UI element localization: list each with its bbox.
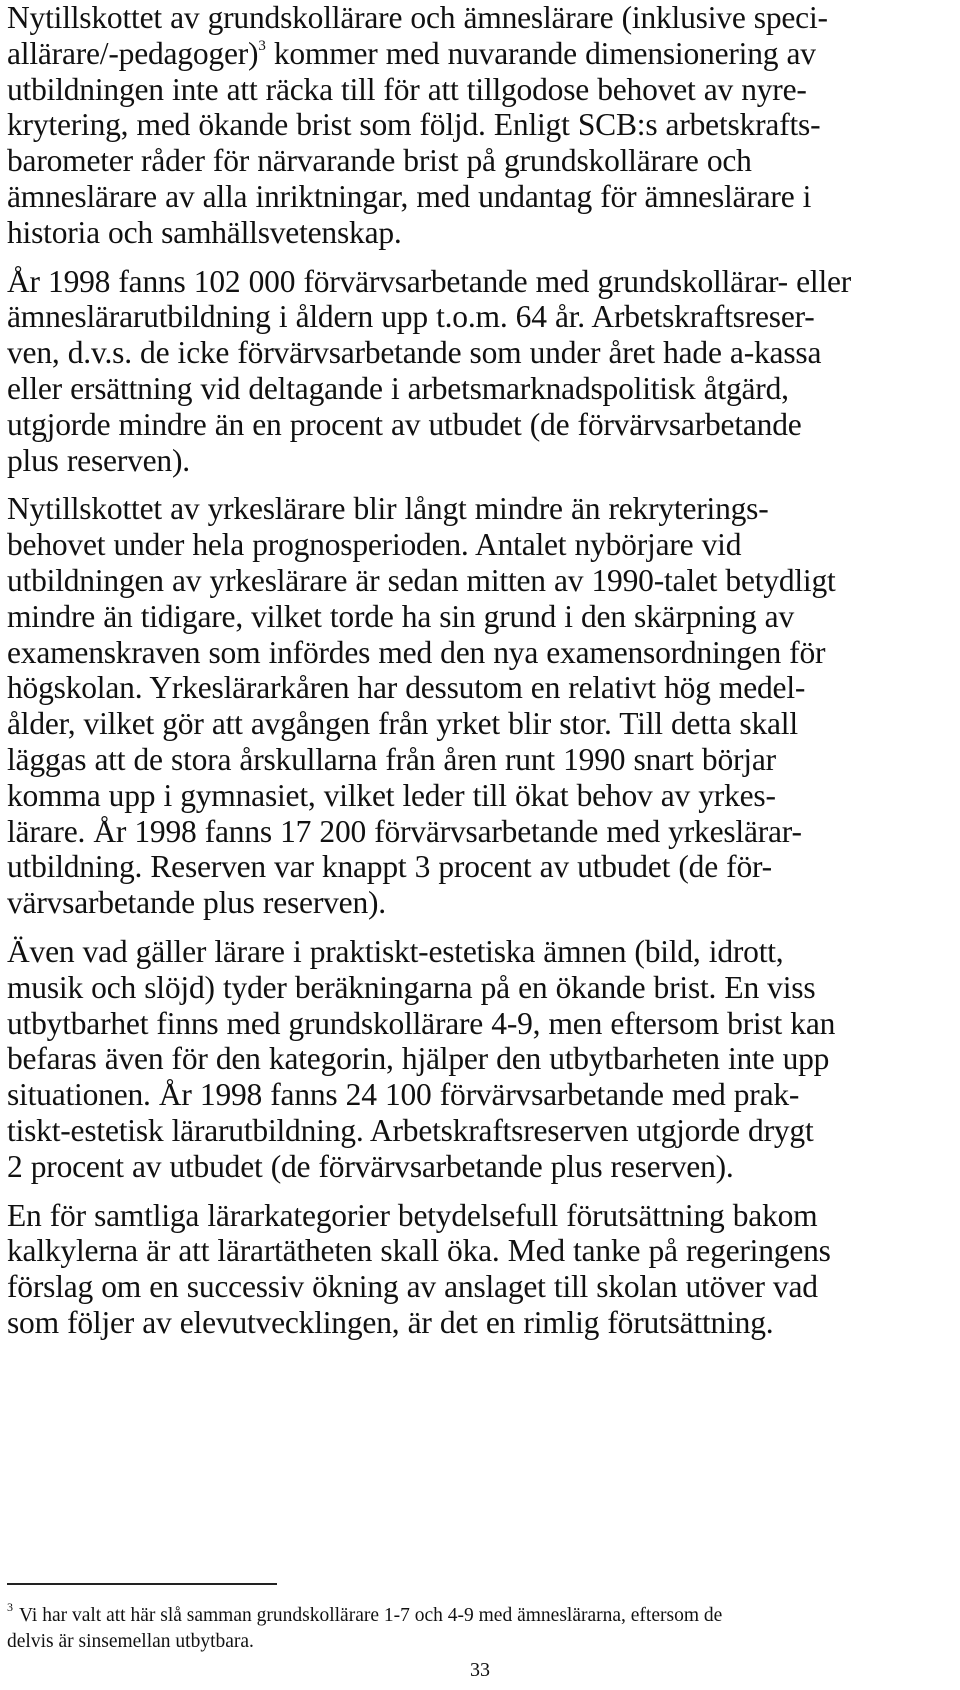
text-line: ämneslärare av alla inriktningar, med undantag för ämneslärare i bbox=[7, 178, 812, 214]
text-segment: kommer med nuvarande dimensionering av bbox=[265, 35, 816, 71]
text-line: ämneslärarutbildning i åldern upp t.o.m. 64 år. Arbetskraftsreser- bbox=[7, 299, 815, 335]
text-line: komma upp i gymnasiet, vilket leder till ökat behov av yrkes- bbox=[7, 777, 776, 813]
text-line: situationen. År 1998 fanns 24 100 förvärvsarbetande med prak- bbox=[7, 1077, 800, 1113]
paragraph-vocational-teachers bbox=[7, 491, 955, 921]
text-line: utbildning. Reserven var knappt 3 procent av utbudet (de för- bbox=[7, 849, 772, 885]
text-line: musik och slöjd) tyder beräkningarna på en ökande brist. En viss bbox=[7, 969, 816, 1005]
text-line: ålder, vilket gör att avgången från yrket blir stor. Till detta skall bbox=[7, 706, 798, 742]
page-number: 33 bbox=[470, 1659, 490, 1681]
text-line: utgjorde mindre än en procent av utbudet (de förvärvsarbetande bbox=[7, 406, 802, 442]
text-line: som följer av elevutvecklingen, är det en rimlig förutsättning. bbox=[7, 1304, 774, 1340]
text-line: lärare. År 1998 fanns 17 200 förvärvsarbetande med yrkeslärar- bbox=[7, 813, 802, 849]
text-line: högskolan. Yrkeslärarkåren har dessutom en relativt hög medel- bbox=[7, 670, 806, 706]
text-line: kalkylerna är att lärartätheten skall öka. Med tanke på regeringens bbox=[7, 1233, 831, 1269]
text-line: tiskt-estetisk lärarutbildning. Arbetskraftsreserven utgjorde drygt bbox=[7, 1112, 814, 1148]
paragraph-teacher-density bbox=[7, 1198, 955, 1341]
text-line: Nytillskottet av yrkeslärare blir långt mindre än rekryterings- bbox=[7, 491, 769, 527]
text-line: utbytbarhet finns med grundskollärare 4-9, men eftersom brist kan bbox=[7, 1005, 836, 1041]
text-line: 2 procent av utbudet (de förvärvsarbetande plus reserven). bbox=[7, 1148, 734, 1184]
text-line: krytering, med ökande brist som följd. Enligt SCB:s arbetskrafts- bbox=[7, 107, 821, 143]
text-line: En för samtliga lärarkategorier betydelsefull förutsättning bakom bbox=[7, 1197, 818, 1233]
text-line: historia och samhällsvetenskap. bbox=[7, 214, 402, 250]
text-line: behovet under hela prognosperioden. Antalet nybörjare vid bbox=[7, 527, 742, 563]
text-line: barometer råder för närvarande brist på grundskollärare och bbox=[7, 143, 752, 179]
footnote-reference: 3 bbox=[258, 37, 266, 54]
footnote-divider bbox=[7, 1583, 277, 1585]
paragraph-practical-aesthetic bbox=[7, 934, 955, 1185]
footnote-line bbox=[7, 1600, 955, 1629]
text-line: ven, d.v.s. de icke förvärvsarbetande som under året hade a-kassa bbox=[7, 335, 822, 371]
paragraph-teacher-shortage bbox=[7, 0, 955, 251]
text-line: År 1998 fanns 102 000 förvärvsarbetande med grundskollärar- eller bbox=[7, 263, 852, 299]
text-segment: allärare/-pedagoger) bbox=[7, 35, 259, 71]
text-line: läggas att de stora årskullarna från åren runt 1990 snart börjar bbox=[7, 741, 776, 777]
footnote-mark: 3 bbox=[7, 1600, 13, 1614]
body-text bbox=[7, 0, 955, 1354]
footnote-line: delvis är sinsemellan utbytbara. bbox=[7, 1631, 254, 1652]
text-line: Även vad gäller lärare i praktiskt-estetiska ämnen (bild, idrott, bbox=[7, 933, 784, 969]
text-line: förslag om en successiv ökning av anslaget till skolan utöver vad bbox=[7, 1269, 818, 1305]
paragraph-1998-statistics bbox=[7, 264, 955, 479]
text-line: befaras även för den kategorin, hjälper den utbytbarheten inte upp bbox=[7, 1041, 830, 1077]
footnote-text: Vi har valt att här slå samman grundskollärare 1-7 och 4-9 med ämneslärarna, eftersom de bbox=[19, 1605, 723, 1626]
text-line: examenskraven som infördes med den nya examensordningen för bbox=[7, 634, 826, 670]
text-line: värvsarbetande plus reserven). bbox=[7, 885, 386, 921]
text-line: plus reserven). bbox=[7, 442, 190, 478]
text-line-with-footnote bbox=[7, 36, 955, 72]
text-line: utbildningen inte att räcka till för att tillgodose behovet av nyre- bbox=[7, 71, 807, 107]
text-line: eller ersättning vid deltagande i arbetsmarknadspolitisk åtgärd, bbox=[7, 370, 789, 406]
text-line: mindre än tidigare, vilket torde ha sin grund i den skärpning av bbox=[7, 598, 794, 634]
text-line: utbildningen av yrkeslärare är sedan mitten av 1990-talet betydligt bbox=[7, 562, 836, 598]
footnote bbox=[7, 1600, 955, 1655]
text-line: Nytillskottet av grundskollärare och ämneslärare (inklusive speci- bbox=[7, 0, 828, 35]
